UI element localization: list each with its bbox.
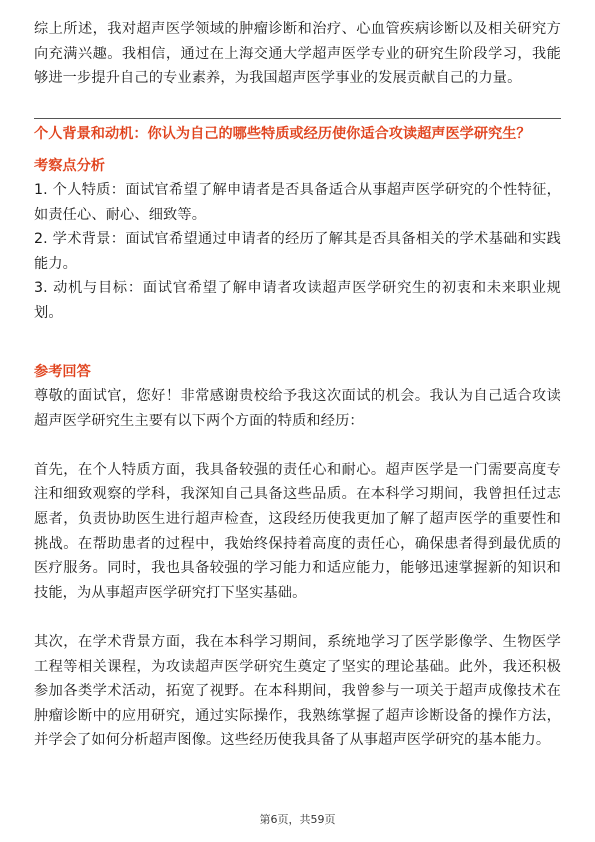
question-heading: 个人背景和动机：你认为自己的哪些特质或经历使你适合攻读超声医学研究生？ (34, 126, 531, 142)
intro-paragraph: 综上所述，我对超声医学领域的肿瘤诊断和治疗、心血管疾病诊断以及相关研究方向充满兴趣。我相信，通过在上海交通大学超声医学专业的研究生阶段学习，我能够进一步提升自己的专业素养，为我国超声医学事业的发展贡献自己的力量。 (34, 21, 561, 87)
page-footer (0, 812, 595, 828)
answer-paragraph-1: 首先，在个人特质方面，我具备较强的责任心和耐心。超声医学是一门需要高度专注和细致观察的学科，我深知自己具备这些品质。在本科学习期间，我曾担任过志愿者，负责协助医生进行超声检查，这段经历使我更加了解了超声医学的重要性和挑战。在帮助患者的过程中，我始终保持着高度的责任心，确保患者得到最优质的医疗服务。同时，我也具备较强的学习能力和适应能力，能够迅速掌握新的知识和技能，为从事超声医学研究打下坚实基础。 (34, 461, 561, 601)
analysis-item: 2. 学术背景：面试官希望通过申请者的经历了解其是否具备相关的学术基础和实践能力。 (34, 231, 561, 272)
answer-paragraph-2: 其次，在学术背景方面，我在本科学习期间，系统地学习了医学影像学、生物医学工程等相关课程，为攻读超声医学研究生奠定了坚实的理论基础。此外，我还积极参加各类学术活动，拓宽了视野。在本科期间，我曾参与一项关于超声成像技术在肿瘤诊断中的应用研究，通过实际操作，我熟练掌握了超声诊断设备的操作方法，并学会了如何分析超声图像。这些经历使我具备了从事超声医学研究的基本能力。 (34, 633, 561, 749)
analysis-item: 1. 个人特质：面试官希望了解申请者是否具备适合从事超声医学研究的个性特征，如责任心、耐心、细致等。 (34, 182, 561, 223)
analysis-title: 考察点分析 (34, 158, 105, 174)
answer-title: 参考回答 (34, 364, 91, 380)
paragraph-gap (34, 433, 561, 458)
analysis-list (34, 178, 561, 326)
intro-section (34, 17, 561, 91)
section-divider (34, 118, 561, 119)
analysis-item: 3. 动机与目标：面试官希望了解申请者攻读超声医学研究生的初衷和未来职业规划。 (34, 280, 561, 321)
answer-opening: 尊敬的面试官，您好！非常感谢贵校给予我这次面试的机会。我认为自己适合攻读超声医学研究生主要有以下两个方面的特质和经历： (34, 388, 561, 429)
paragraph-gap (34, 605, 561, 630)
answer-body (34, 384, 561, 753)
page-number: 第6页，共59页 (259, 813, 336, 826)
